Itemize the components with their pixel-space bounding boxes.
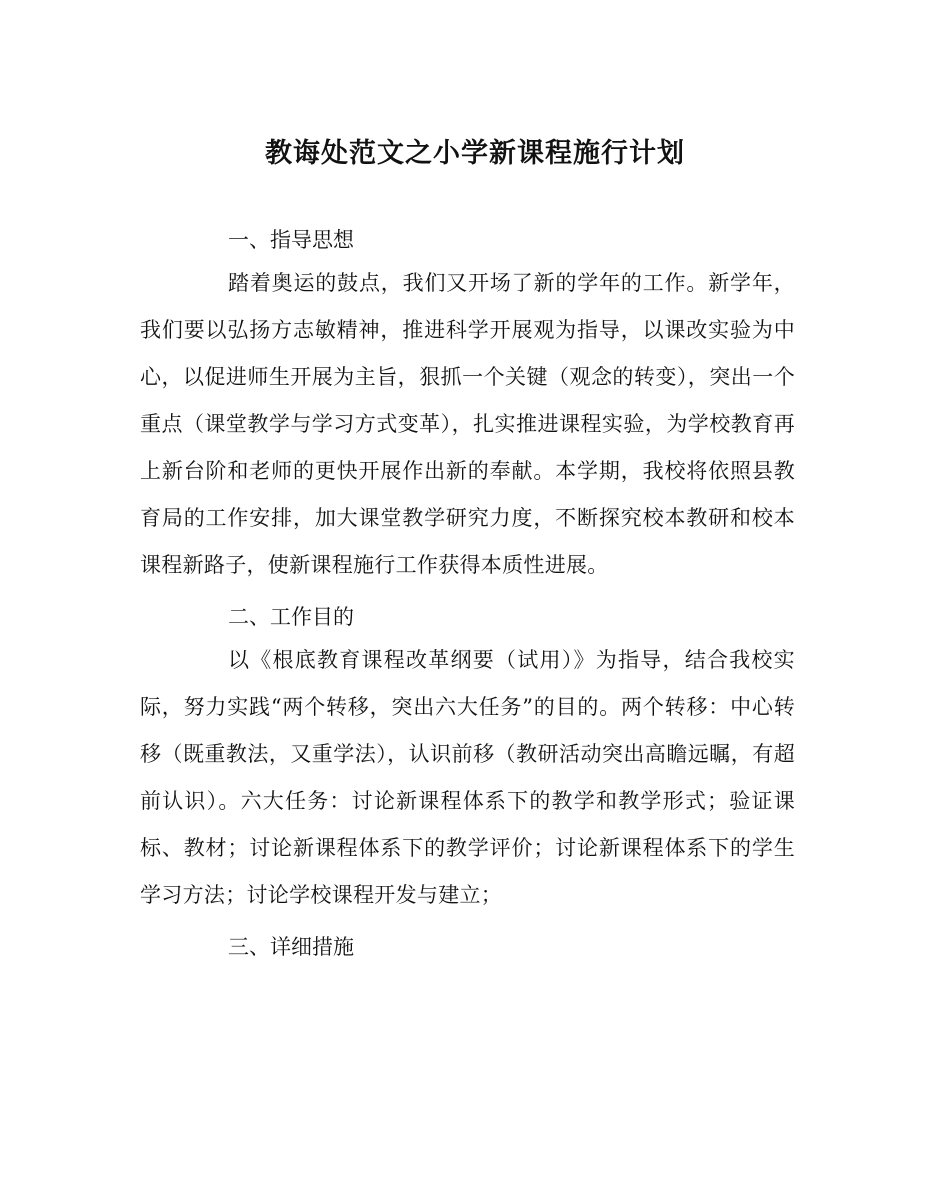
section-paragraph-guiding-ideology: 踏着奥运的鼓点，我们又开场了新的学年的工作。新学年，我们要以弘扬方志敏精神，推进科学开展观为指导，以课改实验为中心，以促进师生开展为主旨，狠抓一个关键（观念的转变），突出一个重点（课堂教学与学习方式变革），扎实推进课程实验，为学校教育再上新台阶和老师的更快开展作出新的奉献。本学期，我校将依照县教育局的工作安排，加大课堂教学研究力度，不断探究校本教研和校本课程新路子，使新课程施行工作获得本质性进展。 [140, 271, 795, 577]
section-heading-guiding-ideology: 一、指导思想 [228, 228, 354, 252]
section-paragraph-work-goals: 以《根底教育课程改革纲要（试用）》为指导，结合我校实际，努力实践“两个转移，突出六大任务”的目的。两个转移：中心转移（既重教法，又重学法），认识前移（教研活动突出高瞻远瞩，有超前认识）。六大任务：讨论新课程体系下的教学和教学形式；验证课标、教材；讨论新课程体系下的教学评价；讨论新课程体系下的学生学习方法；讨论学校课程开发与建立； [140, 648, 795, 907]
section-heading-work-goals: 二、工作目的 [228, 605, 354, 629]
section-heading-detailed-measures: 三、详细措施 [228, 935, 354, 959]
document-title: 教诲处范文之小学新课程施行计划 [265, 138, 685, 169]
document-body [140, 221, 795, 975]
